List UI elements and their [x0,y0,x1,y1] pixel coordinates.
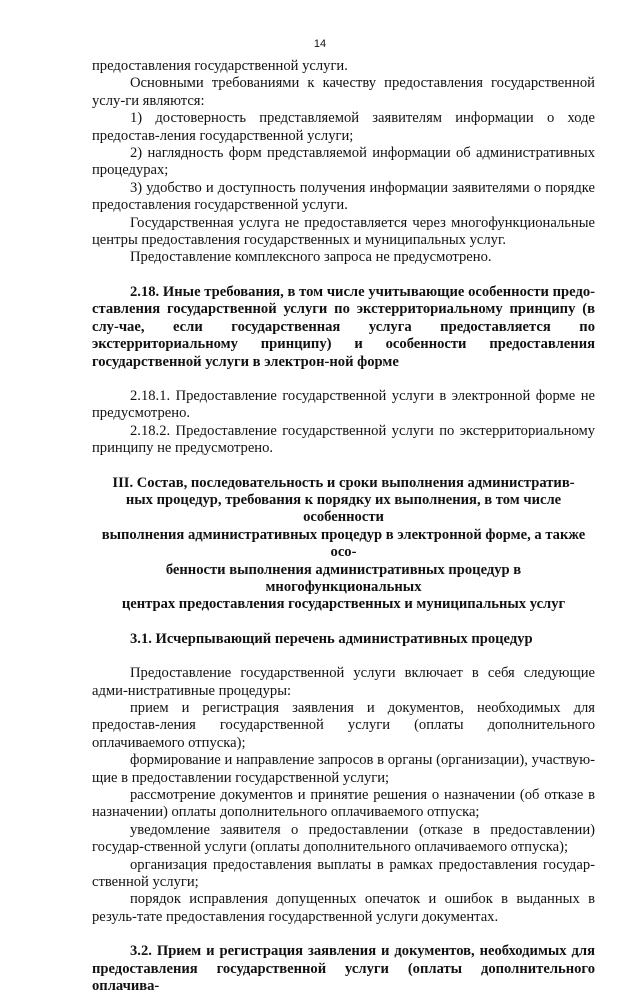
list-item-clarity: 2) наглядность форм представляемой информации об административных процедурах; [92,145,595,179]
section-3-heading [92,475,595,614]
paragraph-2-18-1: 2.18.1. Предоставление государственной услуги в электронной форме не предусмотрено. [92,387,595,422]
page-number: 14 [313,38,327,50]
list-item-payment: организация предоставления выплаты в рамках предоставления государ-ственной услуги; [92,856,595,891]
paragraph-2-18-2: 2.18.2. Предоставление государственной услуги по экстерриториальному принципу не предусмотрено. [92,422,595,457]
list-item-decision: рассмотрение документов и принятие решения о назначении (об отказе в назначении) оплаты дополнительного оплачиваемого отпуска; [92,787,595,821]
paragraph-mfc: Государственная услуга не предоставляется через многофункциональные центры предоставления государственных и муниципальных услуг. [92,214,595,249]
list-item-notification: уведомление заявителя о предоставлении (отказе в предоставлении) государ-ственной услуги (оплаты дополнительного оплачиваемого отпуска); [92,821,595,856]
section-3-heading-line: центрах предоставления государственных и муниципальных услуг [121,596,566,613]
section-3-heading-line: бенности выполнения административных процедур в многофункциональных [165,561,522,595]
list-item-requests: формирование и направление запросов в органы (организации), участвую-щие в предоставлении государственной услуги; [92,752,595,786]
paragraph-complex-request: Предоставление комплексного запроса не предусмотрено. [130,249,492,266]
heading-3-1: 3.1. Исчерпывающий перечень административных процедур [130,630,533,647]
list-item-corrections: порядок исправления допущенных опечаток и ошибок в выданных в резуль-тате предоставления государственной услуги документах. [92,891,595,925]
paragraph-continuation: предоставления государственной услуги. [92,58,348,74]
section-3-heading-line: III. Состав, последовательность и сроки выполнения административ- [112,474,575,491]
list-item-convenience: 3) удобство и доступность получения информации заявителями о порядке предоставления государственной услуги. [92,179,595,214]
paragraph-quality-requirements: Основными требованиями к качеству предоставления государственной услу-ги являются: [92,75,595,109]
heading-3-2: 3.2. Прием и регистрация заявления и документов, необходимых для предоставления государственной услуги (оплаты дополнительного оплачива- [92,943,595,995]
heading-2-18: 2.18. Иные требования, в том числе учитывающие особенности предо-ставления государственной услуги по экстерриториальному принципу (в слу-чае, если государственная услуга предоставляется по экстерриториальному принципу) и особенности предоставления государственной услуги в электрон-ной форме [92,283,595,370]
section-3-heading-line: выполнения административных процедур в электронной форме, а также осо- [101,526,586,561]
section-3-heading-line: ных процедур, требования к порядку их выполнения, в том числе особенности [125,491,562,526]
page-content [92,58,595,996]
list-item-reliability: 1) достоверность представляемой заявителям информации о ходе предостав-ления государственной услуги; [92,110,595,144]
paragraph-procedures-intro: Предоставление государственной услуги включает в себя следующие адми-нистративные процедуры: [92,665,595,699]
list-item-reception: прием и регистрация заявления и документов, необходимых для предостав-ления государственной услуги (оплаты дополнительного оплачиваемого отпуска); [92,700,595,751]
